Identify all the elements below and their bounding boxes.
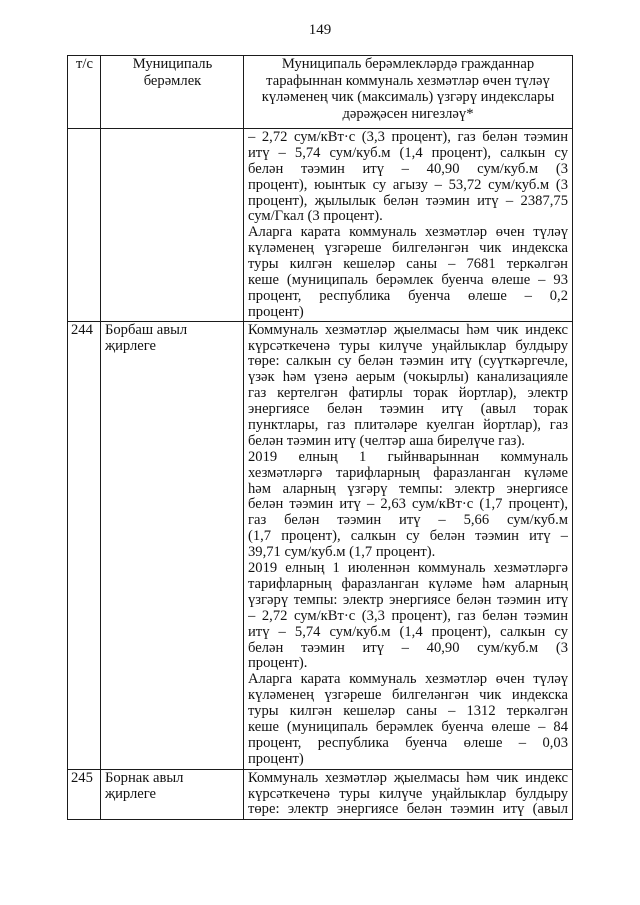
description-line: үзәк һәм үзенә аерым (чокырлы) канализацияле xyxy=(248,370,568,386)
municipality-name-line: җирлеге xyxy=(105,785,157,802)
description-line: сум/Гкал (3 процент). xyxy=(248,209,383,225)
description-line: 2019 елның 1 июленнән коммуналь хезмәтләргә xyxy=(248,561,568,577)
page-number: 149 xyxy=(308,22,332,38)
description-line: процент) xyxy=(248,304,304,320)
row-number: 245 xyxy=(71,769,93,786)
header-description xyxy=(244,56,573,129)
description-line: (1,7 процент), салкын су белән тәэмин итү – xyxy=(248,529,568,545)
description-line: 2019 елның 1 гыйнварыннан коммуналь xyxy=(248,449,568,465)
header-description-line: Муниципаль берәмлекләрдә гражданнар xyxy=(281,56,535,72)
cell-municipality xyxy=(101,769,244,819)
description-line: пунктлары, газ плитәләре куелган йортлар), газ xyxy=(248,418,568,434)
description-line: Аларга карата коммуналь хезмәтләр өчен түләү xyxy=(248,225,568,241)
table-header-row xyxy=(68,56,573,129)
description-line: үзгәрү темпы: электр энергиясе белән тәэмин итү xyxy=(248,592,568,608)
header-number xyxy=(68,56,101,129)
cell-description xyxy=(244,769,573,819)
description-line: процент, республика буенча өлеше – 0,03 xyxy=(248,735,568,751)
description-line: процент), җылылык белән тәэмин итү – 2387,75 xyxy=(248,193,568,209)
header-description-line: тарафыннан коммуналь хезмәтләр өчен түләү xyxy=(266,72,550,89)
cell-number xyxy=(68,321,101,769)
description-line: туры килгән кешеләр саны – 7681 теркәлгән xyxy=(248,257,568,273)
description-line: Коммуналь хезмәтләр җыелмасы һәм чик индекс xyxy=(248,770,568,786)
description-line: кеше (муниципаль берәмлек буенча өлеше – 93 xyxy=(248,273,568,289)
description-line: энергиясе белән тәэмин итү (авыл торак xyxy=(248,402,568,418)
header-municipality xyxy=(101,56,244,129)
table-row xyxy=(68,129,573,322)
cell-municipality xyxy=(101,321,244,769)
header-description-line: дәрәҗәсен нигезләү* xyxy=(342,105,474,122)
description-line: һәм аларның үзгәрү темпы: электр энергиясе xyxy=(248,481,568,497)
cell-description xyxy=(244,321,573,769)
description-line: процент), юынтык су агызу – 53,72 сум/куб.м (3 xyxy=(248,177,568,193)
description-line: туры килгән кешеләр саны – 1312 теркәлгән xyxy=(248,704,568,720)
header-municipality-line: Муниципаль xyxy=(132,56,213,72)
cell-number xyxy=(68,129,101,322)
municipality-name-line: Борнак авыл xyxy=(105,769,184,786)
description-line: белән тәэмин итү – 40,90 сум/куб.м (3 xyxy=(248,161,568,177)
description-line: – 2,72 сум/кВт·с (3,3 процент), газ белән тәэмин xyxy=(248,130,568,145)
description-line: Коммуналь хезмәтләр җыелмасы һәм чик индекс xyxy=(248,322,568,338)
cell-description xyxy=(244,129,573,322)
municipality-name-line: җирлеге xyxy=(105,337,157,354)
description-line: Аларга карата коммуналь хезмәтләр өчен түләү xyxy=(248,672,568,688)
description-line: процент, республика буенча өлеше – 0,2 xyxy=(248,288,568,304)
description-line: – 2,72 сум/кВт·с (3,3 процент), газ белән тәэмин xyxy=(248,608,568,624)
description-line: белән тәэмин итү – 40,90 сум/куб.м (3 xyxy=(248,640,568,656)
description-line: итү – 5,74 сум/куб.м (1,4 процент), салкын су xyxy=(248,145,568,161)
description-line: хезмәтләргә тарифларның фаразланган күләме xyxy=(248,465,568,481)
description-line: белән тәэмин итү – 2,63 сум/кВт·с (1,7 процент), xyxy=(248,497,568,513)
municipality-name-line: Борбаш авыл xyxy=(105,321,188,338)
row-number: 244 xyxy=(71,321,93,338)
cell-municipality xyxy=(101,129,244,322)
description-line: процент) xyxy=(248,751,304,767)
description-line: кеше (муниципаль берәмлек буенча өлеше – 84 xyxy=(248,719,568,735)
description-line: белән тәэмин итү (челтәр аша бирелүче газ). xyxy=(248,433,525,449)
description-line: тарифларның фаразланган күләме һәм аларның xyxy=(248,576,568,592)
description-line: күрсәткеченә туры килүче уңайлыклар булдыру xyxy=(248,786,568,802)
description-line: газ кертелгән фатирлы торак йортлар), электр xyxy=(248,386,568,402)
description-line: 39,71 сум/куб.м (1,7 процент). xyxy=(248,545,436,561)
description-line: күләменең үзгәреше билгеләнгән чик индекска xyxy=(248,241,568,257)
description-line: итү – 5,74 сум/куб.м (1,4 процент), салкын су xyxy=(248,624,568,640)
header-description-line: күләменең чик (максималь) үзгәрү индекслары xyxy=(261,89,555,105)
table-row xyxy=(68,321,573,769)
data-table xyxy=(67,55,573,820)
header-number-label: т/с xyxy=(76,56,93,72)
description-line: газ белән тәэмин итү – 5,66 сум/куб.м xyxy=(248,513,568,529)
description-line: төре: электр энергиясе белән тәэмин итү (авыл xyxy=(248,802,568,818)
cell-number xyxy=(68,769,101,819)
header-municipality-line: берәмлек xyxy=(143,72,202,89)
table-row xyxy=(68,769,573,819)
description-line: күләменең үзгәреше билгеләнгән чик индекска xyxy=(248,688,568,704)
description-line: төре: салкын су белән тәэмин итү (суүткәргечле, xyxy=(248,354,568,370)
description-line: күрсәткеченә туры килүче уңайлыклар булдыру xyxy=(248,338,568,354)
description-line: процент). xyxy=(248,656,308,672)
